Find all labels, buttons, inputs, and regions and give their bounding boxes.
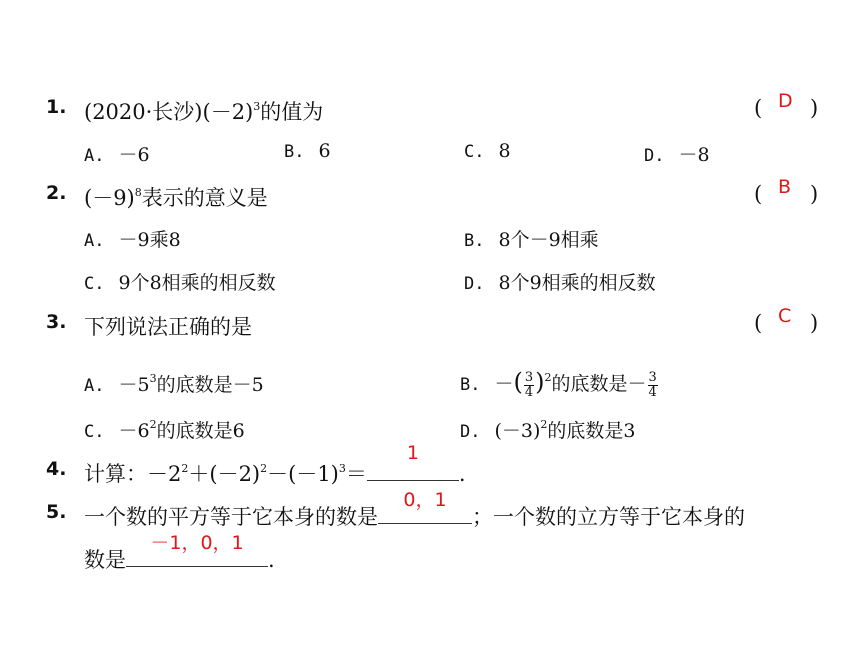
option-b <box>284 140 331 162</box>
right-paren: ) <box>535 368 545 396</box>
stem-text: ＝ <box>345 462 367 486</box>
option-label: C. <box>84 274 105 294</box>
stem-text: . <box>268 548 275 572</box>
options-row <box>0 268 860 304</box>
right-paren: ) <box>810 182 819 206</box>
numerator: 3 <box>648 369 657 385</box>
answer-mark: D <box>778 90 793 112</box>
exponent: 2 <box>181 462 189 475</box>
option-text: 的底数是6 <box>156 420 245 442</box>
right-paren: ) <box>810 96 819 120</box>
question-2 <box>0 176 860 218</box>
option-text: － <box>494 373 514 395</box>
answer-blank <box>378 489 472 524</box>
question-1 <box>0 90 860 132</box>
option-c <box>84 268 276 295</box>
option-text: －5 <box>118 374 150 396</box>
question-stem <box>84 532 275 574</box>
option-label: C. <box>464 142 485 162</box>
option-text: 8个－9相乘 <box>498 229 599 251</box>
question-stem <box>84 442 466 488</box>
answer-mark: B <box>778 176 792 198</box>
denominator: 4 <box>648 384 657 400</box>
question-number: 3. <box>46 311 67 333</box>
answer-blank <box>367 442 459 481</box>
denominator: 4 <box>524 384 534 400</box>
numerator: 3 <box>524 369 534 385</box>
option-text: (－3) <box>494 420 541 442</box>
question-number: 5. <box>46 501 67 523</box>
stem-text: 的值为 <box>260 100 324 124</box>
stem-text: 表示的意义是 <box>141 186 268 210</box>
option-label: B. <box>460 375 481 395</box>
option-label: D. <box>460 422 481 442</box>
left-paren: ( <box>754 96 763 120</box>
option-text: 8 <box>498 140 511 162</box>
option-label: A. <box>84 231 105 251</box>
option-d <box>464 268 656 295</box>
stem-text: (－9) <box>84 186 135 210</box>
option-d <box>460 416 636 443</box>
question-stem: 下列说法正确的是 <box>84 315 252 339</box>
option-text: －9乘8 <box>118 229 181 251</box>
option-a <box>84 225 181 252</box>
option-c <box>464 140 511 162</box>
left-paren: ( <box>513 368 523 396</box>
option-label: A. <box>84 376 105 396</box>
exponent: 3 <box>338 462 346 475</box>
stem-text: 数是 <box>84 548 126 572</box>
stem-text: . <box>458 462 466 486</box>
exponent: 2 <box>149 418 157 431</box>
option-text: －8 <box>678 144 710 166</box>
option-label: B. <box>284 142 305 162</box>
option-label: D. <box>644 146 665 166</box>
answer-mark: 0，1 <box>403 489 447 511</box>
option-text: 6 <box>318 140 331 162</box>
stem-text: －(－1) <box>267 462 339 486</box>
left-paren: ( <box>754 311 763 335</box>
stem-text: ＋(－2) <box>188 462 261 486</box>
option-label: B. <box>464 231 485 251</box>
option-label: C. <box>84 422 105 442</box>
question-number: 4. <box>46 458 67 480</box>
question-stem <box>84 96 323 126</box>
exponent: 2 <box>540 418 548 431</box>
option-a <box>84 140 150 167</box>
fraction <box>648 371 658 400</box>
exponent: 2 <box>260 462 268 475</box>
option-d <box>644 140 710 167</box>
option-b <box>464 225 599 252</box>
option-text: 的底数是3 <box>547 420 636 442</box>
option-text: 的底数是－5 <box>156 374 264 396</box>
question-number: 2. <box>46 182 67 204</box>
question-number: 1. <box>46 96 67 118</box>
exponent: 2 <box>544 371 552 384</box>
question-stem <box>84 489 745 531</box>
answer-mark: 1 <box>406 442 419 464</box>
exponent: 8 <box>134 186 142 199</box>
option-text: －6 <box>118 420 150 442</box>
fraction <box>524 371 534 400</box>
question-5-continued <box>0 532 860 580</box>
stem-text: ；一个数的立方等于它本身的 <box>472 505 745 529</box>
options-row <box>0 140 860 176</box>
option-text: 9个8相乘的相反数 <box>118 272 276 294</box>
option-label: D. <box>464 274 485 294</box>
left-paren: ( <box>754 182 763 206</box>
right-paren: ) <box>810 311 819 335</box>
option-c <box>84 416 245 443</box>
option-b <box>460 368 659 400</box>
stem-text: (2020·长沙)(－2) <box>84 100 254 124</box>
stem-text: 计算：－2 <box>84 462 182 486</box>
option-label: A. <box>84 146 105 166</box>
options-row <box>0 225 860 261</box>
question-stem <box>84 182 268 212</box>
option-a <box>84 370 264 397</box>
answer-mark: C <box>778 305 792 327</box>
exponent: 3 <box>253 100 261 113</box>
option-text: 的底数是－ <box>551 373 647 395</box>
answer-blank <box>126 532 268 567</box>
stem-text: 一个数的平方等于它本身的数是 <box>84 505 378 529</box>
answer-mark: －1，0，1 <box>150 532 244 554</box>
options-row <box>0 368 860 408</box>
option-text: 8个9相乘的相反数 <box>498 272 656 294</box>
exponent: 3 <box>149 372 157 385</box>
option-text: －6 <box>118 144 150 166</box>
question-3 <box>0 305 860 347</box>
